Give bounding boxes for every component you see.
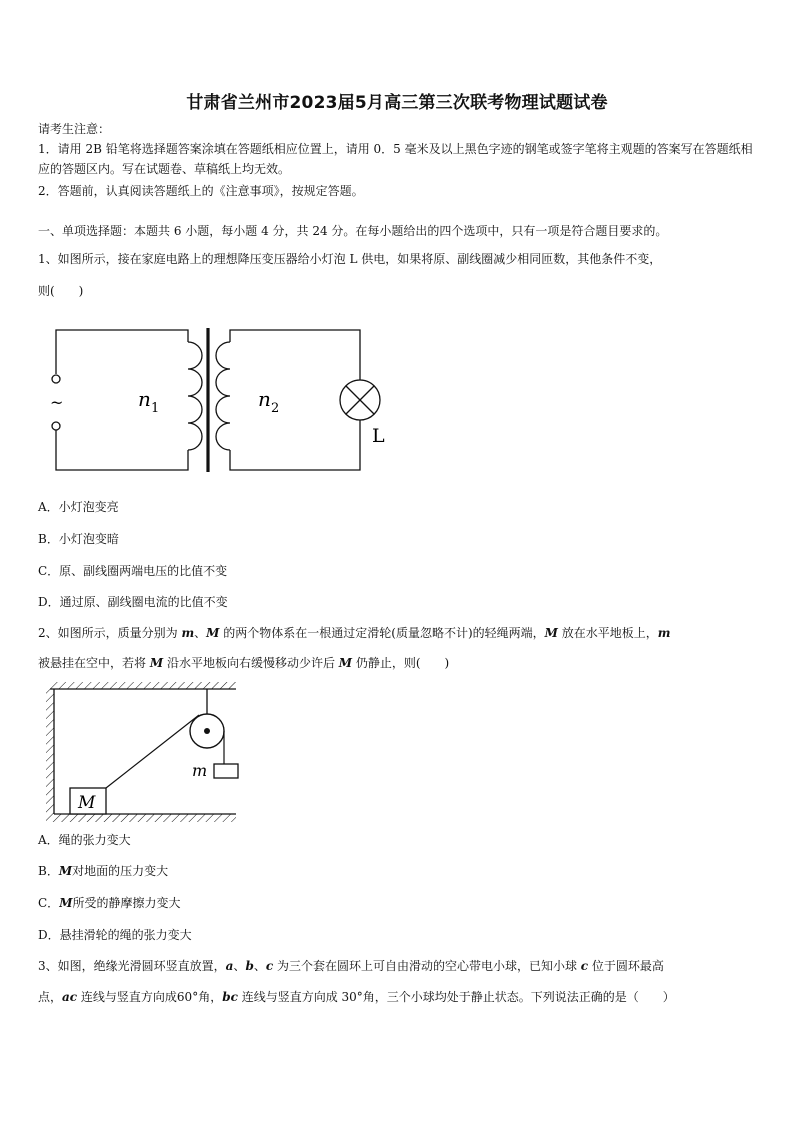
option-text: 悬挂滑轮的绳的张力变大	[59, 928, 192, 942]
q2-var-M: M	[149, 656, 164, 670]
q1-stem-line1: 1、如图所示，接在家庭电路上的理想降压变压器给小灯泡 L 供电，如果将原、副线圈减少相同匝数，其他条件不变，	[38, 252, 662, 266]
q3-var-bc: bc	[222, 990, 238, 1004]
q2-stem-line2	[38, 655, 758, 671]
q3-var-b: b	[245, 959, 254, 973]
q2-option-d	[38, 927, 192, 943]
terminal-top	[52, 375, 60, 383]
q1-option-b: B．小灯泡变暗	[38, 532, 119, 546]
q2-var-M: M	[544, 626, 558, 640]
primary-coil	[188, 342, 202, 450]
q3-text: 、	[253, 959, 266, 973]
option-letter: A．	[38, 833, 59, 847]
q3-var-ac: ac	[62, 990, 78, 1004]
q2-option-a	[38, 832, 131, 848]
floor-hatch	[54, 814, 236, 822]
secondary-coil	[216, 342, 230, 450]
q2-text: 被悬挂在空中，若将	[38, 656, 150, 670]
transformer-circuit-diagram	[40, 322, 400, 478]
q3-stem-line2	[38, 989, 758, 1005]
secondary-bottom-wire	[230, 420, 360, 470]
q3-text: 点，	[38, 990, 63, 1004]
ac-source-symbol: ~	[50, 393, 64, 412]
q3-text: 3、如图，绝缘光滑圆环竖直放置，	[38, 959, 226, 973]
q2-var-m: m	[181, 626, 195, 640]
n1-subscript: 1	[151, 401, 160, 416]
q3-text: 连线与竖直方向成60°角，	[77, 990, 223, 1004]
q1-stem-line2: 则( )	[38, 284, 84, 298]
pulley-axle	[204, 728, 210, 734]
n2-label: n	[258, 387, 271, 411]
q2-var-m: m	[657, 626, 671, 640]
q2-text: 、	[194, 626, 207, 640]
wall-hatch	[46, 689, 54, 822]
option-var: M	[58, 864, 73, 878]
q2-var-M: M	[338, 656, 353, 670]
q2-text: 仍静止，则( )	[352, 656, 450, 670]
q2-var-M: M	[206, 626, 220, 640]
option-var: M	[59, 896, 73, 910]
q2-stem-line1	[38, 625, 758, 641]
q3-var-c: c	[580, 959, 589, 973]
n2-subscript: 2	[271, 401, 280, 416]
q2-text: 的两个物体系在一根通过定滑轮(质量忽略不计)的轻绳两端，	[219, 626, 545, 640]
ceiling-hatch	[50, 682, 236, 689]
q3-var-a: a	[225, 959, 234, 973]
option-text: 对地面的压力变大	[72, 864, 169, 878]
q3-text: 、	[233, 959, 246, 973]
option-letter: D．	[38, 928, 60, 942]
q2-text: 放在水平地板上，	[557, 626, 658, 640]
label-M: M	[78, 793, 96, 813]
q3-text: 位于圆环最高	[588, 959, 664, 973]
q2-text: 2、如图所示，质量分别为	[38, 626, 182, 640]
block-m	[214, 764, 238, 778]
option-text: 所受的静摩擦力变大	[72, 896, 181, 910]
q3-stem-line1	[38, 958, 758, 974]
option-text: 绳的张力变大	[58, 833, 131, 847]
primary-top-wire	[56, 330, 188, 374]
rope-to-M	[106, 715, 199, 788]
option-letter: C．	[38, 896, 60, 910]
primary-bottom-wire	[56, 426, 188, 470]
section-heading: 一、单项选择题：本题共 6 小题，每小题 4 分，共 24 分。在每小题给出的四个选项中，只有一项是符合题目要求的。	[38, 224, 668, 238]
q2-option-b	[38, 863, 168, 879]
q1-option-a: A．小灯泡变亮	[38, 500, 119, 514]
q3-text: 为三个套在圆环上可自由滑动的空心带电小球，已知小球	[273, 959, 581, 973]
q2-option-c	[38, 895, 181, 911]
q1-option-d: D．通过原、副线圈电流的比值不变	[38, 595, 228, 609]
q2-text: 沿水平地板向右缓慢移动少许后	[163, 656, 339, 670]
page-title: 甘肃省兰州市2023届5月高三第三次联考物理试题试卷	[186, 93, 608, 113]
lamp-label: L	[372, 425, 385, 447]
q3-text: 连线与竖直方向成 30°角，三个小球均处于静止状态。下列说法正确的是（ ）	[237, 990, 675, 1004]
terminal-bottom	[52, 422, 60, 430]
label-m: m	[192, 761, 208, 780]
q1-option-c: C．原、副线圈两端电压的比值不变	[38, 564, 228, 578]
notice-item-1: 1．请用 2B 铅笔将选择题答案涂填在答题纸相应位置上，请用 0．5 毫米及以上黑色字迹的钢笔或签字笔将主观题的答案写在答题纸相应的答题区内。写在试题卷、草稿纸上均无效。	[38, 142, 753, 176]
notice-item-2: 2．答题前，认真阅读答题纸上的《注意事项》，按规定答题。	[38, 184, 364, 198]
option-letter: B．	[38, 864, 59, 878]
pulley-diagram	[42, 680, 242, 825]
q3-var-c: c	[265, 959, 274, 973]
secondary-top-wire	[230, 330, 360, 380]
n1-label: n	[138, 387, 151, 411]
notice-heading: 请考生注意：	[38, 122, 111, 136]
